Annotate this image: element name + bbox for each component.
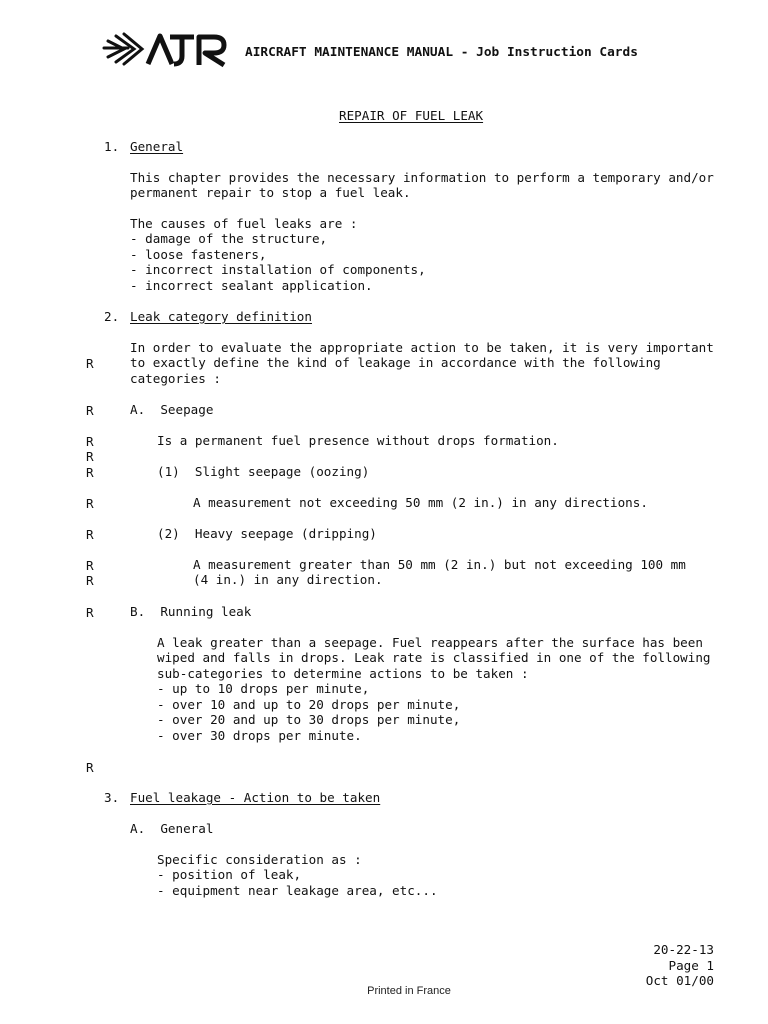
revision-mark: R	[86, 527, 94, 542]
revision-mark: R	[86, 605, 94, 620]
revision-mark: R	[86, 558, 94, 573]
list-item: - damage of the structure,	[130, 231, 328, 246]
paragraph-line: wiped and falls in drops. Leak rate is classified in one of the following	[157, 650, 711, 665]
item-2-label: (2) Heavy seepage (dripping)	[157, 526, 377, 541]
paragraph-line: The causes of fuel leaks are :	[130, 216, 358, 231]
printed-in-france: Printed in France	[367, 985, 451, 997]
paragraph-line: Specific consideration as :	[157, 852, 362, 867]
revision-mark: R	[86, 356, 94, 371]
paragraph-line: Is a permanent fuel presence without drops formation.	[157, 433, 559, 448]
list-item: - position of leak,	[157, 867, 302, 882]
revision-mark: R	[86, 403, 94, 418]
list-item: - over 10 and up to 20 drops per minute,	[157, 697, 461, 712]
list-item: - over 30 drops per minute.	[157, 728, 362, 743]
paragraph-line: (4 in.) in any direction.	[193, 572, 383, 587]
item-1-label: (1) Slight seepage (oozing)	[157, 464, 370, 479]
section-1-heading: General	[130, 139, 184, 154]
subsection-a-label: A. General	[130, 821, 214, 836]
paragraph-line: A measurement not exceeding 50 mm (2 in.) in any directions.	[193, 495, 648, 510]
list-item: - incorrect installation of components,	[130, 262, 426, 277]
list-item: - equipment near leakage area, etc...	[157, 883, 438, 898]
header-title: AIRCRAFT MAINTENANCE MANUAL - Job Instruction Cards	[245, 45, 638, 60]
section-3-heading: Fuel leakage - Action to be taken	[130, 790, 381, 805]
section-1-number: 1.	[104, 139, 120, 154]
paragraph-line: A measurement greater than 50 mm (2 in.) but not exceeding 100 mm	[193, 557, 686, 572]
section-3-number: 3.	[104, 790, 120, 805]
paragraph-line: to exactly define the kind of leakage in accordance with the following	[130, 355, 661, 370]
revision-mark: R	[86, 449, 94, 464]
paragraph-line: categories :	[130, 371, 221, 386]
atr-letters	[148, 36, 224, 65]
footer-page: Page 1	[668, 958, 714, 973]
subsection-b-label: B. Running leak	[130, 604, 252, 619]
revision-mark: R	[86, 760, 94, 775]
paragraph-line: permanent repair to stop a fuel leak.	[130, 185, 411, 200]
paragraph-line: This chapter provides the necessary information to perform a temporary and/or	[130, 170, 714, 185]
paragraph-line: A leak greater than a seepage. Fuel reappears after the surface has been	[157, 635, 703, 650]
list-item: - loose fasteners,	[130, 247, 267, 262]
list-item: - over 20 and up to 30 drops per minute,	[157, 712, 461, 727]
list-item: - incorrect sealant application.	[130, 278, 373, 293]
revision-mark: R	[86, 434, 94, 449]
revision-mark: R	[86, 465, 94, 480]
list-item: - up to 10 drops per minute,	[157, 681, 370, 696]
footer-ref: 20-22-13	[653, 942, 714, 957]
section-2-heading: Leak category definition	[130, 309, 312, 324]
paragraph-line: sub-categories to determine actions to be taken :	[157, 666, 529, 681]
paragraph-line: In order to evaluate the appropriate action to be taken, it is very important	[130, 340, 714, 355]
footer-date: Oct 01/00	[645, 973, 714, 988]
revision-mark: R	[86, 573, 94, 588]
atr-logo	[102, 32, 230, 68]
doc-title: REPAIR OF FUEL LEAK	[339, 108, 484, 123]
section-2-number: 2.	[104, 309, 120, 324]
wing-mark-icon	[104, 34, 142, 64]
subsection-a-label: A. Seepage	[130, 402, 214, 417]
revision-mark: R	[86, 496, 94, 511]
